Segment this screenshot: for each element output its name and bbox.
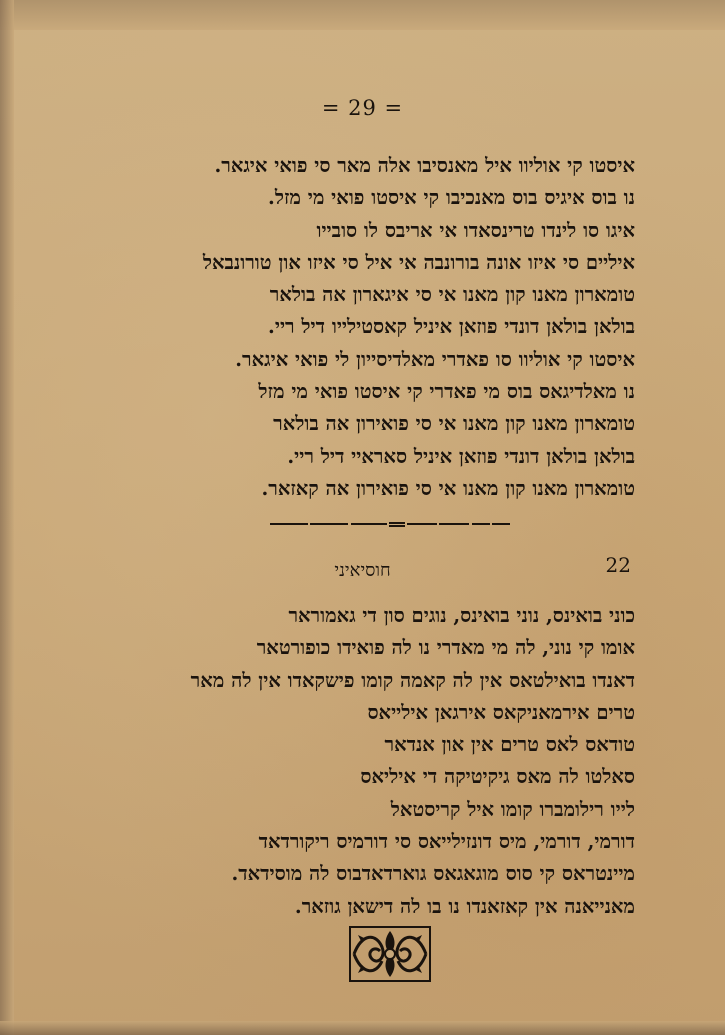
divider-dash [492,523,510,525]
verse-line: אומו קי נוני, לה מי מאדרי נו לה פואידו כופורטאר [256,636,635,660]
floral-vignette-icon [348,925,432,983]
verse-line: מאנייאנה אין קאזאנדו נו בו לה דישאן גוזאר. [294,894,635,918]
verse-line: איסטו קי אוליוו איל מאנסיבו אלה מאר סי פואי איגאר. [214,154,635,177]
verse-line: טודאס לאס טרים אין און אנדאר [384,733,635,757]
verse-line: סאלטו לה מאס גיקיטיקה די איליאס [360,765,635,789]
verse-line: טרים אירמאניקאס אירגאן אילייאס [367,700,635,724]
verse-line: בולאן בולאן דונדי פוזאן איניל קאסטילייו דיל ריי. [268,315,635,339]
page-edge-top [0,0,725,30]
divider-dash [270,523,308,525]
divider-dash [310,523,348,525]
poem-title: חוסיאיני [334,560,391,581]
page-number: = 29 = [321,96,404,120]
verse-line: בולאן בולאן דונדי פוזאן איניל סאראיי דיל ריי. [287,444,635,468]
verse-line: כוני בואינס, נוני בואינס, נוגים סון די גאמוראר [288,604,635,627]
verse-line: דאנדו בואילטאס אין לה קאמה קומו פישקאדו אין לה מאר [190,668,635,692]
verse-line: איסטו קי אוליוו סו פאדרי מאלדיסייון לי פואי איגאר. [235,347,635,371]
divider-dash [351,523,387,525]
poem-stanza-1 [75,150,635,505]
verse-line: דורמי, דורמי, מיס דונזילייאס סי דורמיס ריקורדאד [258,830,635,854]
divider-dash [472,523,490,525]
verse-line: איליים סי איזו אונה בורונבה אי איל סי איזו און טורונבאל [202,250,635,274]
poem-number: 22 [605,553,631,577]
verse-line: טומארון מאנו קון מאנו אי סי פואירון אה קאזאר. [261,476,635,500]
verse-line: טומארון מאנו קון מאנו אי סי איגארון אה בולאר [269,283,635,307]
page-edge-bottom [0,1021,725,1035]
divider-double-mark [389,522,405,527]
page-edge-left [0,0,14,1035]
poem-stanza-2 [75,600,635,923]
verse-line: לייו רילומברו קומו איל קריסטאל [390,797,635,821]
verse-line: איגו סו לינדו טרינסאדו אי אריבס לו סובייו [316,218,635,242]
divider-dash [407,523,437,525]
verse-line: נו בוס איגיס בוס מאנכיבו קי איסטו פואי מי מזל. [268,186,635,210]
verse-line: טומארון מאנו קון מאנו אי סי פואירון אה בולאר [273,412,635,436]
verse-line: מיינטראס קי סוס מוגאגאס גוארדאדבוס לה מוסידאד. [231,862,635,886]
verse-line: נו מאלדיגאס בוס מי פאדרי קי איסטו פואי מי מזל [258,380,635,404]
section-divider [270,522,510,526]
divider-dash [439,523,469,525]
